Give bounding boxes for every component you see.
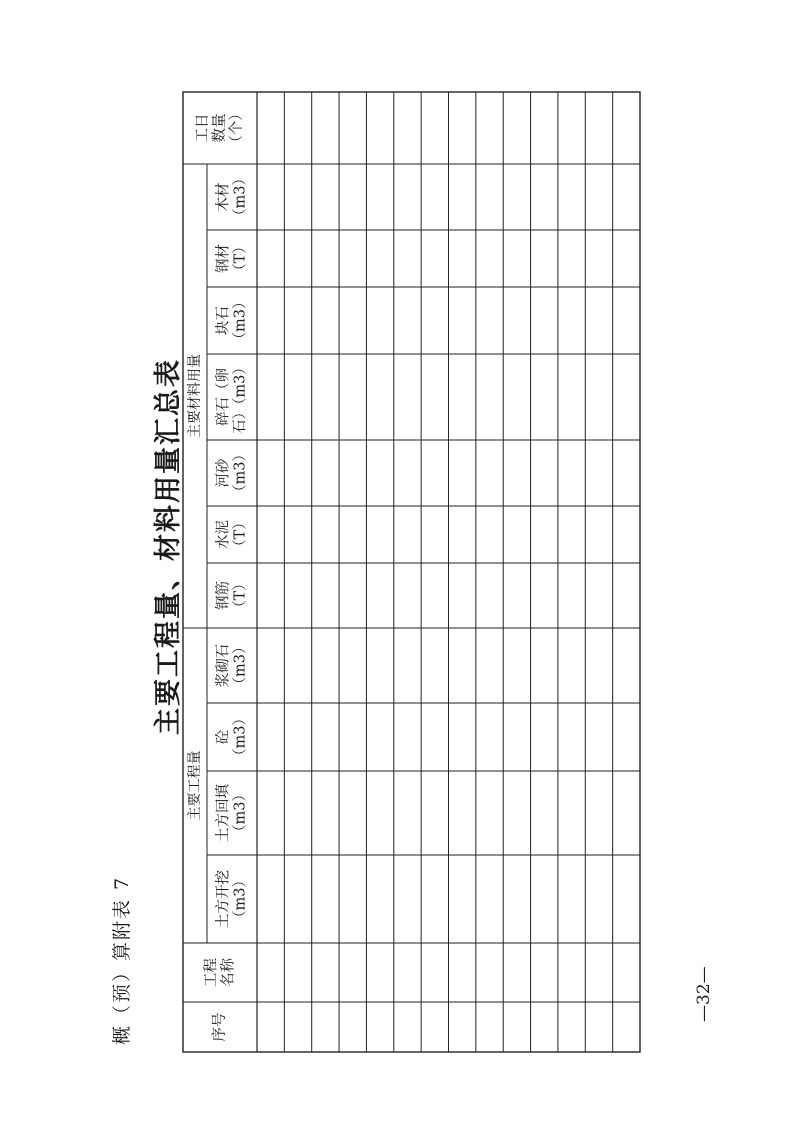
column-header-name: 名称 — [220, 958, 237, 987]
column-header-concrete: （m3） — [232, 711, 249, 763]
group-header-materials: 主要材料用量 — [187, 354, 203, 438]
column-header-concrete: 砼 — [215, 729, 232, 745]
column-header-gravel: 碎石（卵 — [215, 368, 232, 426]
group-header-engineering: 主要工程量 — [187, 750, 203, 821]
column-header-timber: 木材 — [215, 182, 232, 212]
column-header-excavation: （m3） — [232, 873, 249, 925]
column-header-timber: （m3） — [232, 171, 249, 223]
column-header-masonry: 浆砌石 — [215, 643, 232, 688]
column-header-steel: 钢材 — [215, 244, 232, 273]
column-header-masonry: （m3） — [232, 639, 249, 692]
page-number: —32— — [694, 966, 714, 1022]
table-border — [183, 92, 640, 1052]
column-header-backfill: （m3） — [232, 787, 249, 839]
column-header-workdays: 数量 — [212, 113, 228, 143]
column-header-backfill: 土方回填 — [215, 784, 232, 842]
column-header-excavation: 土方开挖 — [215, 870, 232, 928]
column-header-rebar: （T） — [232, 576, 249, 615]
column-header-seq: 序号 — [212, 1012, 228, 1042]
column-header-steel: （T） — [232, 239, 249, 278]
column-header-rebar: 钢筋 — [215, 581, 232, 610]
attachment-label: 概（预）算附表 7 — [111, 875, 133, 1045]
column-header-workdays: 工日 — [195, 113, 211, 143]
page-title: 主要工程量、材料用量汇总表 — [153, 358, 184, 735]
column-header-gravel: 石）（m3） — [232, 360, 249, 434]
column-header-sand: （m3） — [232, 447, 249, 499]
column-header-workdays: （个） — [229, 106, 245, 150]
column-header-cement: 水泥 — [215, 520, 232, 549]
column-header-cement: （T） — [232, 515, 249, 554]
column-header-name: 工程 — [203, 958, 220, 987]
column-header-blockstone: （m3） — [232, 294, 249, 347]
column-header-blockstone: 块石 — [215, 306, 232, 335]
column-header-sand: 河砂 — [215, 458, 232, 488]
